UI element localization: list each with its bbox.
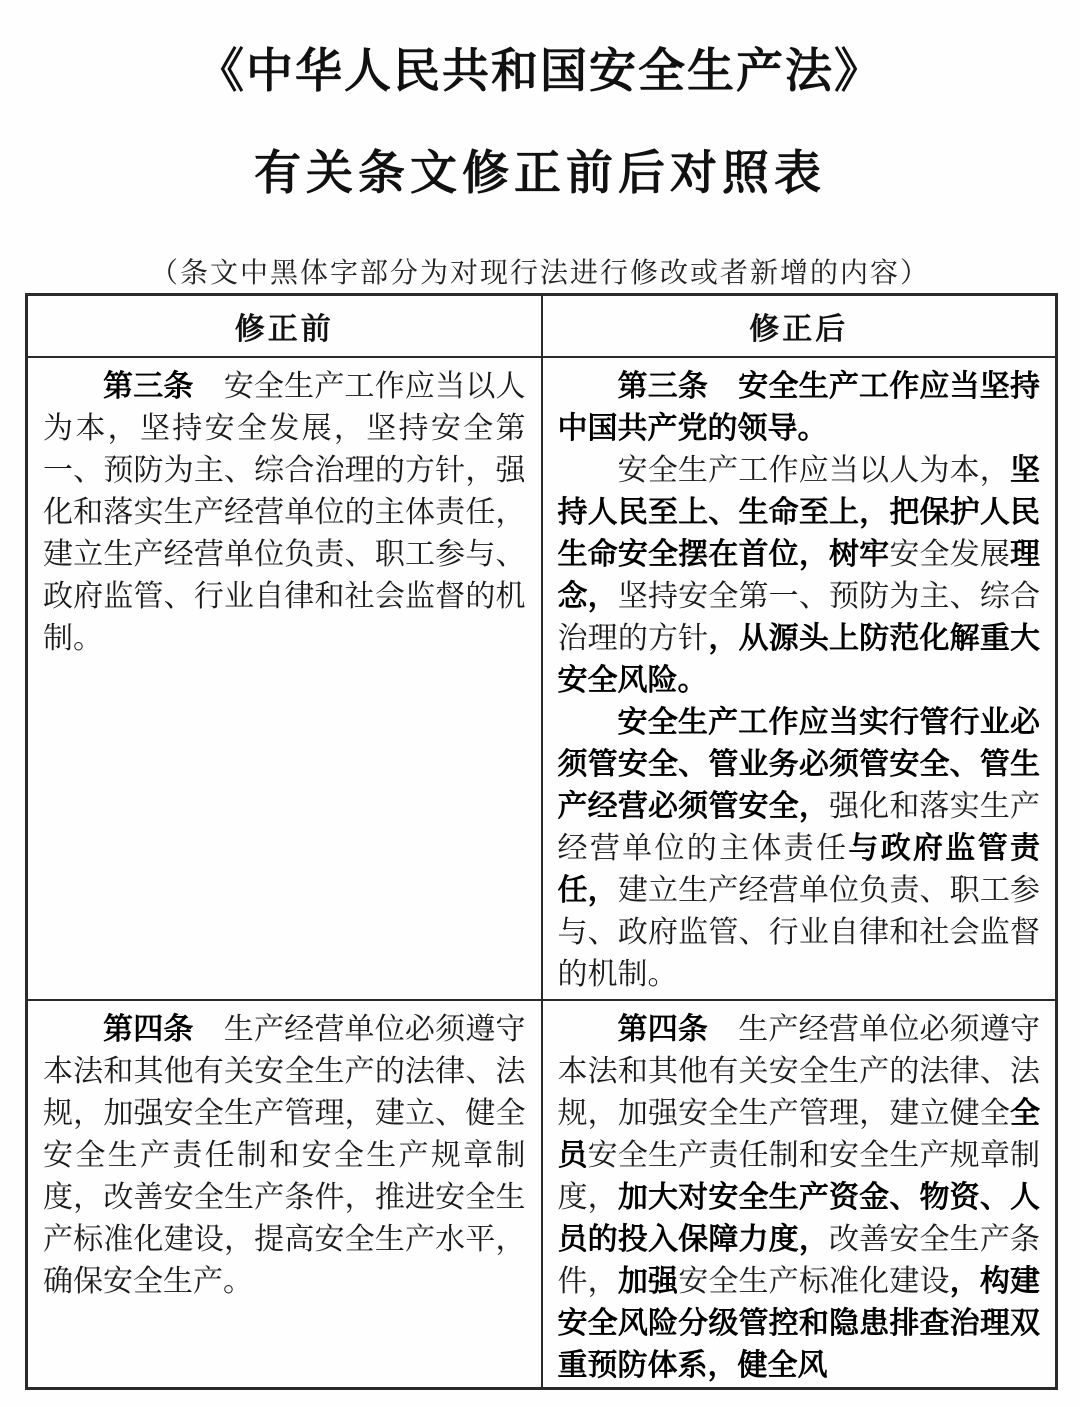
table-row (28, 1001, 1055, 1389)
original-text: 安全生产工作应当以人为本， (617, 454, 1010, 487)
modified-text: 坚持人民至上、生命至上，把保护人民生命安全摆在首位，树牢 (557, 454, 1040, 571)
original-text: 安全生产标准化建设 (678, 1265, 950, 1298)
original-text: 生产经营单位必须遵守本法和其他有关安全生产的法律、法规，加强安全生产管理，建立健全 (557, 1013, 1041, 1130)
table-row (28, 358, 1055, 1001)
original-text: 安全生产责任制和安全生产规章制度， (557, 1139, 1041, 1214)
cell-before (28, 1001, 543, 1389)
modified-text: 安全生产工作应当实行管行业必须管安全、管业务必须管安全、管生产经营必须管安全， (557, 706, 1040, 823)
original-text: 改善安全生产条件， (557, 1223, 1040, 1298)
column-header-before: 修正前 (28, 296, 543, 356)
comparison-table (25, 293, 1058, 1390)
modified-text: 与政府监管责任， (557, 832, 1041, 907)
modified-text: 加强 (617, 1265, 679, 1298)
original-text: 强化和落实生产经营单位的主体责任 (557, 790, 1040, 865)
original-text: 建立生产经营单位负责、职工参与、政府监管、行业自律和社会监督的机制。 (557, 874, 1041, 991)
document-title-line2: 有关条文修正前后对照表 (254, 148, 826, 200)
modified-text: 第四条 (617, 1013, 739, 1046)
document-subtitle: （条文中黑体字部分为对现行法进行修改或者新增的内容） (149, 258, 930, 289)
modified-text: ，构建安全风险分级管控和隐患排查治理双重预防体系，健全风 (557, 1265, 1041, 1382)
paragraph (558, 450, 1041, 702)
original-text: 安全发展 (889, 538, 1011, 571)
modified-text: 第三条 (103, 370, 224, 403)
table-body (28, 358, 1055, 1389)
paragraph (558, 702, 1041, 996)
cell-before (28, 358, 543, 999)
modified-text: ，从源头上防范化解重大安全风险。 (557, 622, 1041, 697)
original-text: 生产经营单位必须遵守本法和其他有关安全生产的法律、法规，加强安全生产管理，建立、健全安全生产责任制和安全生产规章制度，改善安全生产条件，推进安全生产标准化建设，提高安全生产水平，确保安全生产。 (43, 1013, 526, 1298)
modified-text: 第三条 安全生产工作应当坚持中国共产党的领导。 (557, 370, 1040, 445)
modified-text: 理念， (557, 538, 1041, 613)
original-text: 安全生产工作应当以人为本，坚持安全发展，坚持安全第一、预防为主、综合治理的方针，强化和落实生产经营单位的主体责任，建立生产经营单位负责、职工参与、政府监管、行业自律和社会监督的机制。 (43, 370, 526, 655)
modified-text: 第四条 (103, 1013, 224, 1046)
paragraph (43, 1009, 526, 1303)
paragraph (558, 1009, 1041, 1387)
paragraph (558, 366, 1041, 450)
modified-text: 全员 (557, 1097, 1040, 1172)
paragraph (43, 366, 526, 660)
document-title-line1: 《中华人民共和国安全生产法》 (197, 46, 883, 98)
modified-text: 加大对安全生产资金、物资、人员的投入保障力度， (557, 1181, 1041, 1256)
original-text: 坚持安全第一、预防为主、综合治理的方针 (557, 580, 1041, 655)
cell-after (543, 1001, 1056, 1389)
table-header-row (28, 296, 1055, 358)
column-header-after: 修正后 (749, 313, 849, 346)
cell-after (543, 358, 1056, 999)
